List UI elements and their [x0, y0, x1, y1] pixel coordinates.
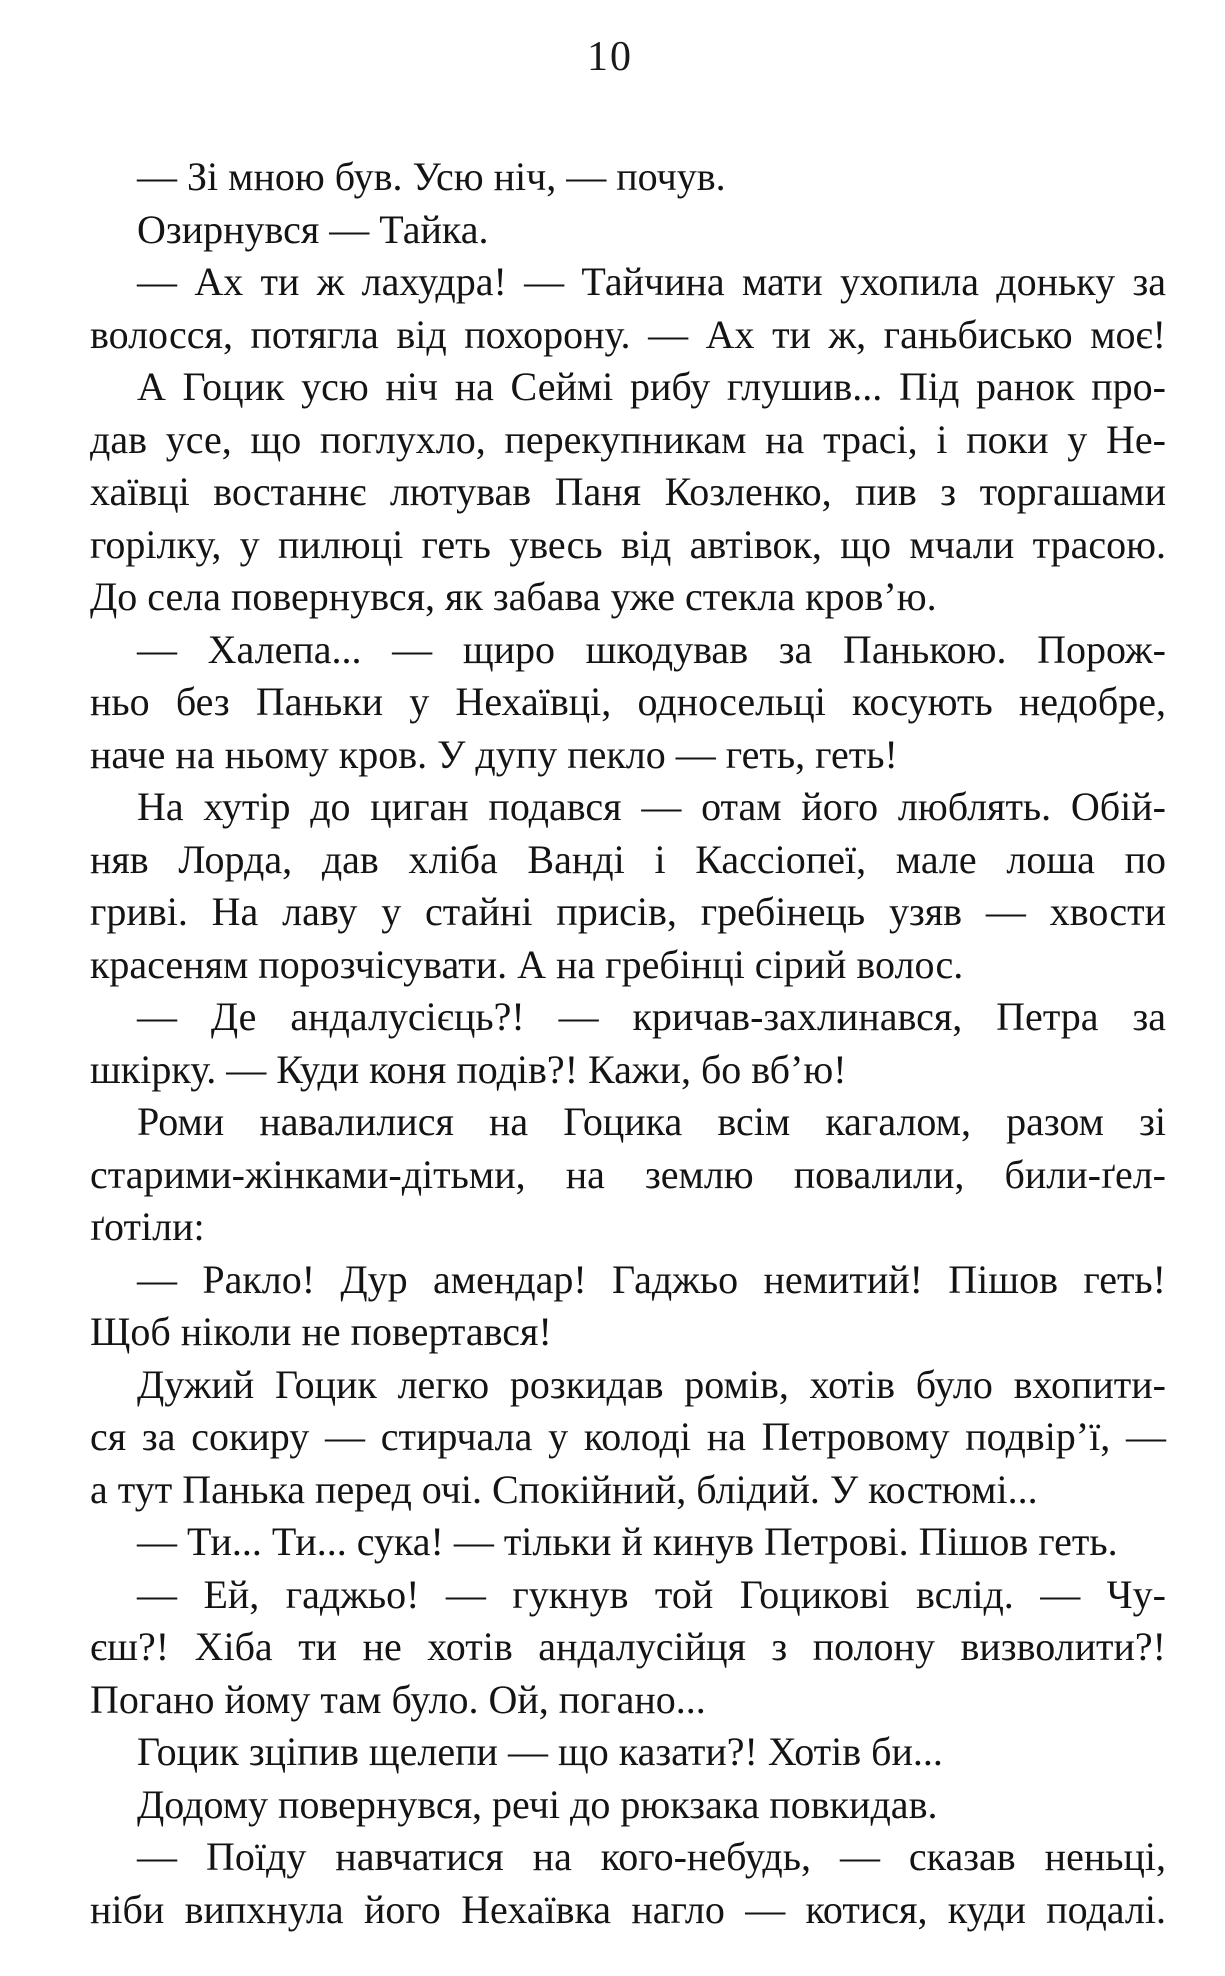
text-line: — Халепа... — щиро шкодував за Панькою. Порож- [137, 626, 1166, 672]
text-line: Погано йому там було. Ой, погано... [90, 1676, 706, 1722]
text-line: — Ракло! Дур амендар! Гаджьо немитий! Пішов геть! [137, 1256, 1166, 1302]
text-line: На хутір до циган подався — отам його люблять. Обій- [137, 784, 1166, 829]
text-line: — Ти... Ти... сука! — тільки й кинув Петрові. Пішов геть. [137, 1519, 1118, 1564]
text-line: а тут Панька перед очі. Спокійний, блідий. У костюмі... [90, 1466, 1038, 1512]
text-line: волосся, потягла від похорону. — Ах ти ж, ганьбисько моє! [90, 311, 1166, 357]
text-line: Озирнувся — Тайка. [137, 206, 489, 252]
page-text-block [90, 151, 1166, 1936]
text-line: Дужий Гоцик легко розкидав ромів, хотів було вхопити- [137, 1361, 1166, 1407]
text-line: — Ах ти ж лахудра! — Тайчина мати ухопила доньку за [137, 259, 1166, 304]
text-line: ся за сокиру — стирчала у колоді на Петровому подвір’ї, — [90, 1414, 1166, 1459]
text-line: До села повернувся, як забава уже стекла кров’ю. [90, 574, 937, 619]
text-line: єш?! Хіба ти не хотів андалусійця з полону визволити?! [90, 1624, 1166, 1669]
text-line: хаївці востаннє лютував Паня Козленко, пив з торгашами [90, 469, 1166, 514]
text-line: Гоцик зціпив щелепи — що казати?! Хотів би... [137, 1729, 943, 1774]
text-line: Роми навалилися на Гоцика всім кагалом, разом зі [137, 1099, 1166, 1144]
text-line: горілку, у пилюці геть увесь від автівок, що мчали трасою. [90, 521, 1166, 567]
text-line: — Поїду навчатися на кого-небудь, — сказав неньці, [137, 1834, 1166, 1879]
text-line: ніби випхнула його Нехаївка нагло — котися, куди подалі. [90, 1886, 1166, 1932]
text-line: — Ей, гаджьо! — гукнув той Гоцикові вслід. — Чу- [137, 1571, 1166, 1617]
text-line: няв Лорда, дав хліба Ванді і Кассіопеї, мале лоша по [90, 836, 1166, 882]
page-number: 10 [587, 34, 633, 80]
text-line: шкірку. — Куди коня подів?! Кажи, бо вб’ю! [90, 1046, 847, 1092]
text-line: дав усе, що поглухло, перекупникам на трасі, і поки у Не- [90, 416, 1166, 462]
text-line: — Де андалусієць?! — кричав-захлинався, Петра за [137, 994, 1166, 1039]
text-line: А Гоцик усю ніч на Сеймі рибу глушив... Під ранок про- [137, 364, 1166, 409]
text-line: красеням порозчісувати. А на гребінці сірий волос. [90, 941, 964, 987]
text-line: гриві. На лаву у стайні присів, гребінець узяв — хвости [90, 889, 1166, 934]
text-line: наче на ньому кров. У дупу пекло — геть, геть! [90, 731, 898, 777]
text-line: старими-жінками-дітьми, на землю повалили, били-ґел- [90, 1151, 1166, 1197]
text-line: ґотіли: [90, 1204, 205, 1249]
text-line: Щоб ніколи не повертався! [90, 1309, 552, 1354]
text-line: — Зі мною був. Усю ніч, — почув. [137, 154, 726, 199]
text-line: ньо без Паньки у Нехаївці, односельці косують недобре, [90, 679, 1166, 724]
text-line: Додому повернувся, речі до рюкзака повкидав. [137, 1781, 938, 1827]
